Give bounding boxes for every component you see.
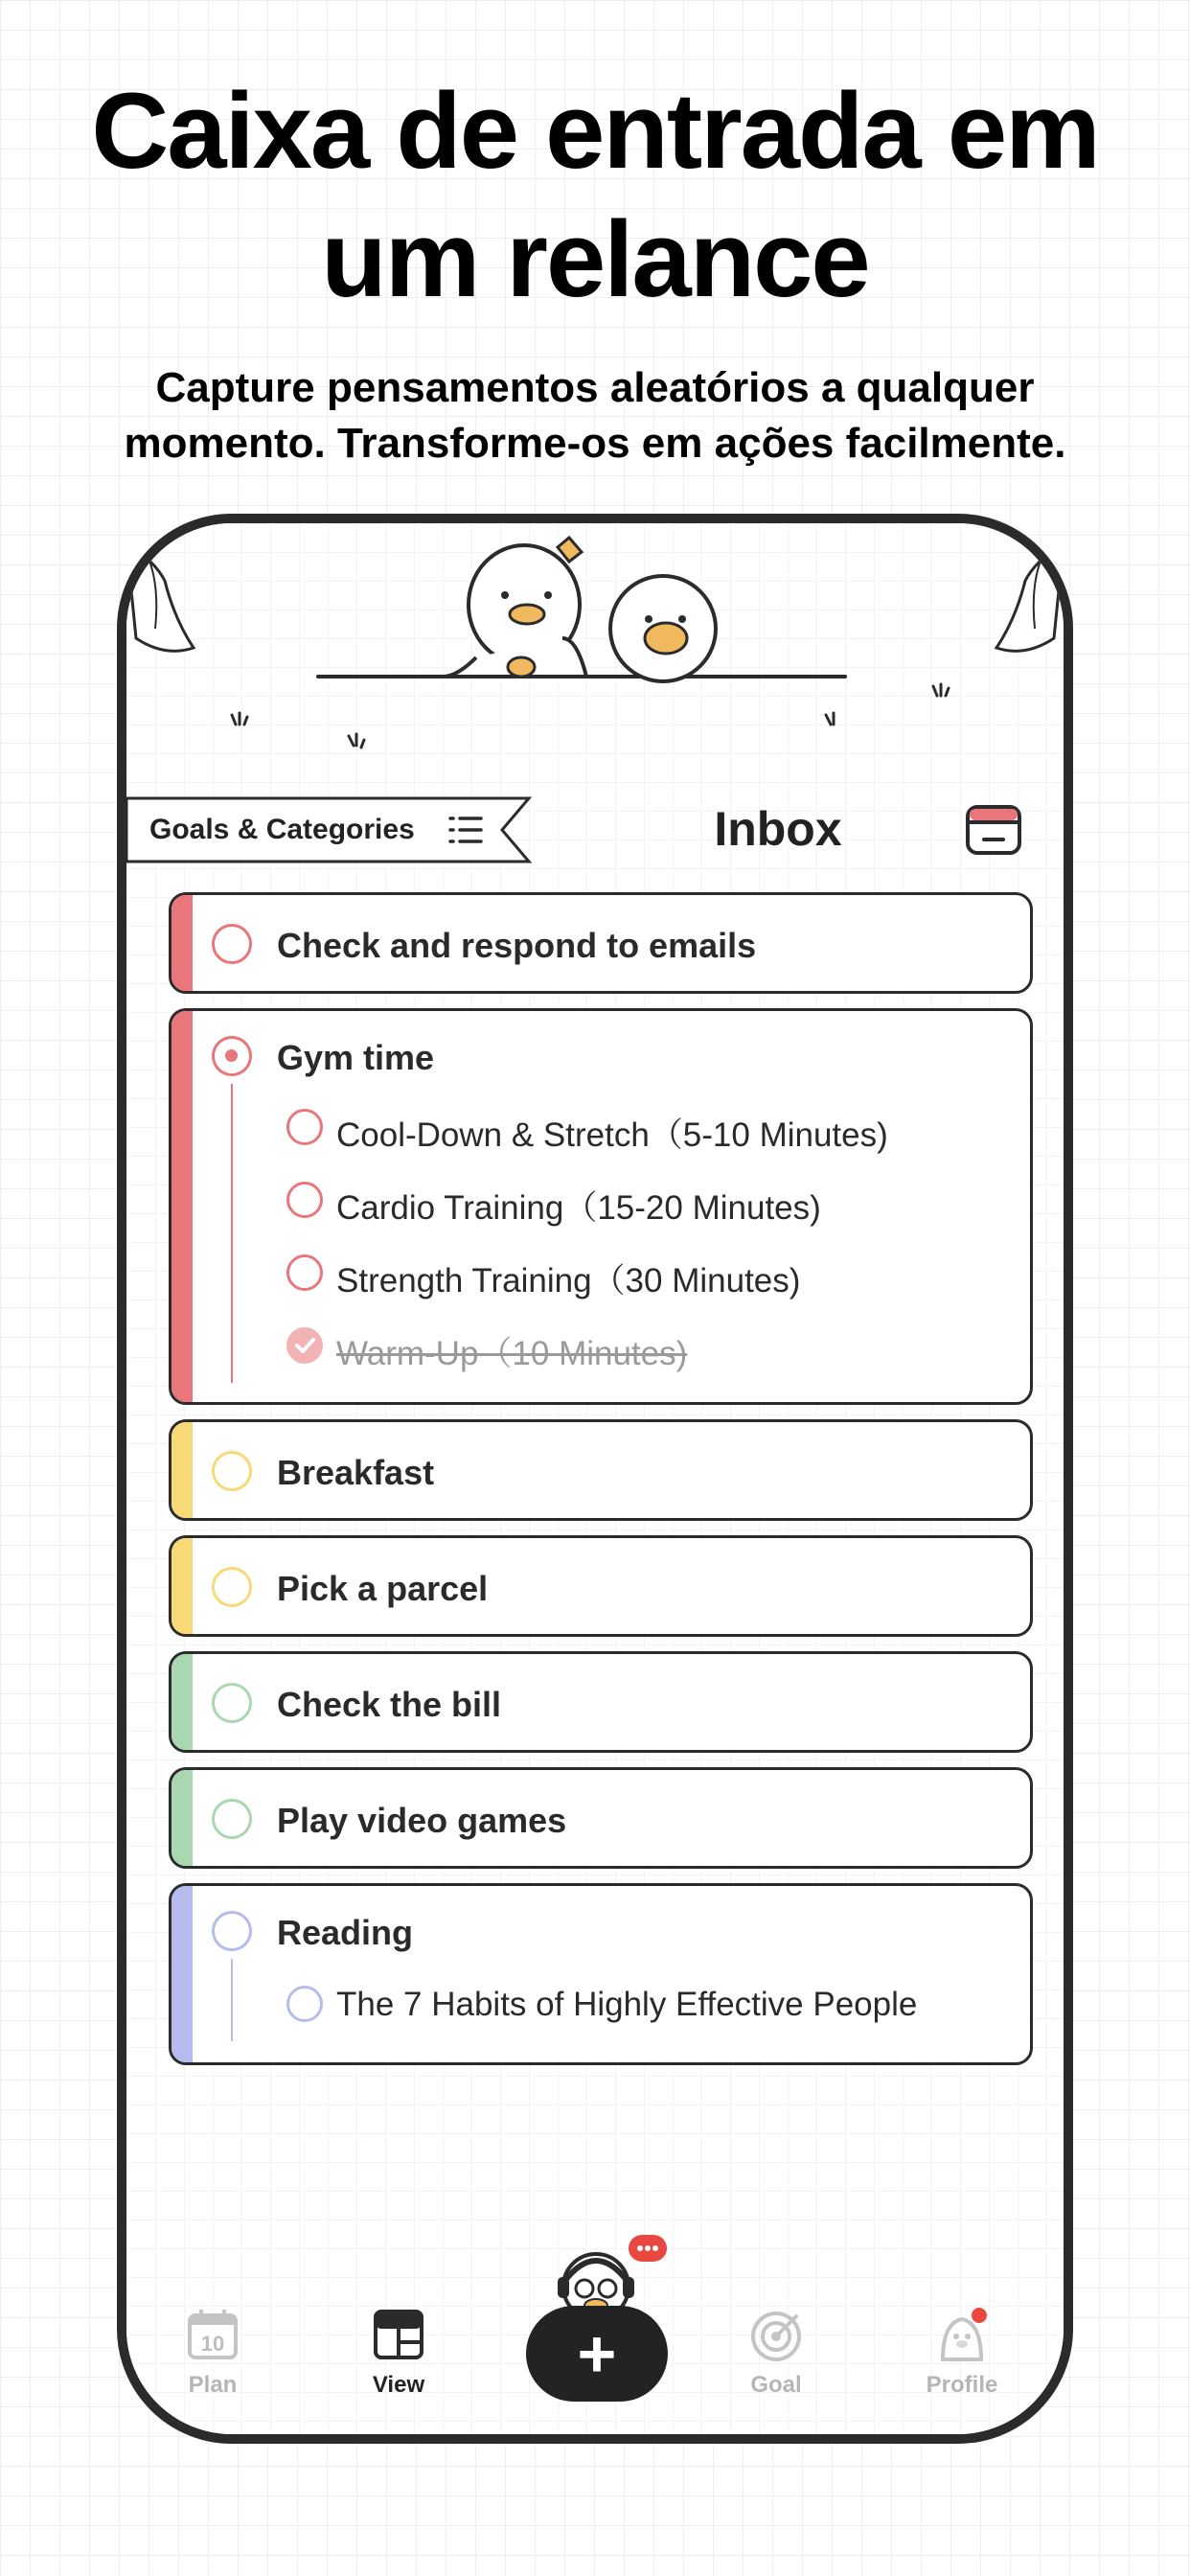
nav-profile[interactable] xyxy=(904,2306,1019,2399)
task-title: Reading xyxy=(277,1913,414,1952)
subtask-title: Strength Training（30 Minutes) xyxy=(336,1262,801,1300)
subtask-checkbox[interactable] xyxy=(286,1109,323,1145)
task-checkbox[interactable] xyxy=(212,1911,252,1951)
add-task-button[interactable] xyxy=(526,2306,668,2402)
nav-goal[interactable] xyxy=(719,2306,834,2399)
nav-plan[interactable] xyxy=(155,2306,270,2399)
profile-icon xyxy=(933,2306,991,2363)
task-title: Gym time xyxy=(277,1038,435,1077)
task-checkbox[interactable] xyxy=(212,1567,252,1607)
promo-subline xyxy=(57,360,1133,472)
nav-profile-label: Profile xyxy=(926,2372,998,2398)
subtask-checkbox-checked[interactable] xyxy=(286,1327,323,1364)
task-checkbox[interactable] xyxy=(212,1451,252,1491)
category-color-stripe xyxy=(172,1422,193,1518)
view-layout-icon xyxy=(370,2306,427,2363)
subline-line-2: momento. Transforme-os em ações facilmente. xyxy=(124,420,1066,467)
subtask-title-done: Warm-Up（10 Minutes) xyxy=(336,1335,688,1372)
task-checkbox[interactable] xyxy=(212,1683,252,1723)
subtask-title: The 7 Habits of Highly Effective People xyxy=(336,1986,918,2023)
category-color-stripe xyxy=(172,1011,193,1402)
category-color-stripe xyxy=(172,895,193,991)
subtask-checkbox[interactable] xyxy=(286,1182,323,1218)
list-icon xyxy=(448,814,483,846)
calendar-icon xyxy=(184,2306,241,2363)
task-checkbox[interactable] xyxy=(212,924,252,964)
task-card[interactable] xyxy=(169,1419,1033,1521)
subtask-title: Cool-Down & Stretch（5-10 Minutes) xyxy=(336,1116,888,1154)
phone-frame xyxy=(117,514,1073,2444)
nav-view-label: View xyxy=(372,2372,425,2398)
task-title: Pick a parcel xyxy=(277,1569,489,1608)
subline-line-1: Capture pensamentos aleatórios a qualquer xyxy=(155,364,1035,411)
task-title: Breakfast xyxy=(277,1453,435,1492)
task-card[interactable] xyxy=(169,1535,1033,1637)
ducks-illustration xyxy=(126,523,1064,772)
nav-plan-label: Plan xyxy=(188,2372,238,2398)
task-title: Check the bill xyxy=(277,1685,502,1724)
target-icon xyxy=(747,2306,805,2363)
category-color-stripe xyxy=(172,1886,193,2062)
nav-goal-label: Goal xyxy=(750,2372,802,2398)
app-screen xyxy=(126,523,1064,2434)
nav-view[interactable] xyxy=(341,2306,456,2399)
goals-categories-label: Goals & Categories xyxy=(149,814,415,845)
subtask-connector xyxy=(231,1959,233,2041)
subtask-connector xyxy=(231,1084,233,1383)
subtask-title: Cardio Training（15-20 Minutes) xyxy=(336,1189,821,1227)
plus-icon: + xyxy=(577,2316,617,2391)
category-color-stripe xyxy=(172,1770,193,1866)
goals-categories-tab[interactable] xyxy=(149,799,415,861)
task-card[interactable] xyxy=(169,1651,1033,1753)
page-title: Inbox xyxy=(714,802,842,856)
subtask-checkbox[interactable] xyxy=(286,1986,323,2022)
task-card[interactable] xyxy=(169,1883,1033,2065)
task-checkbox-partial[interactable] xyxy=(212,1036,252,1076)
headline-line-2: um relance xyxy=(321,199,869,319)
checkmark-icon xyxy=(286,1327,323,1364)
subtask-checkbox[interactable] xyxy=(286,1254,323,1291)
task-card[interactable] xyxy=(169,1008,1033,1405)
calendar-day: 10 xyxy=(200,2332,225,2356)
category-color-stripe xyxy=(172,1538,193,1634)
promo-headline xyxy=(38,67,1152,324)
task-card[interactable] xyxy=(169,1767,1033,1869)
task-title: Check and respond to emails xyxy=(277,926,757,965)
category-color-stripe xyxy=(172,1654,193,1750)
task-card[interactable] xyxy=(169,892,1033,994)
task-title: Play video games xyxy=(277,1801,567,1840)
archive-icon[interactable] xyxy=(965,804,1022,856)
task-checkbox[interactable] xyxy=(212,1799,252,1839)
headline-line-1: Caixa de entrada em xyxy=(91,71,1099,191)
